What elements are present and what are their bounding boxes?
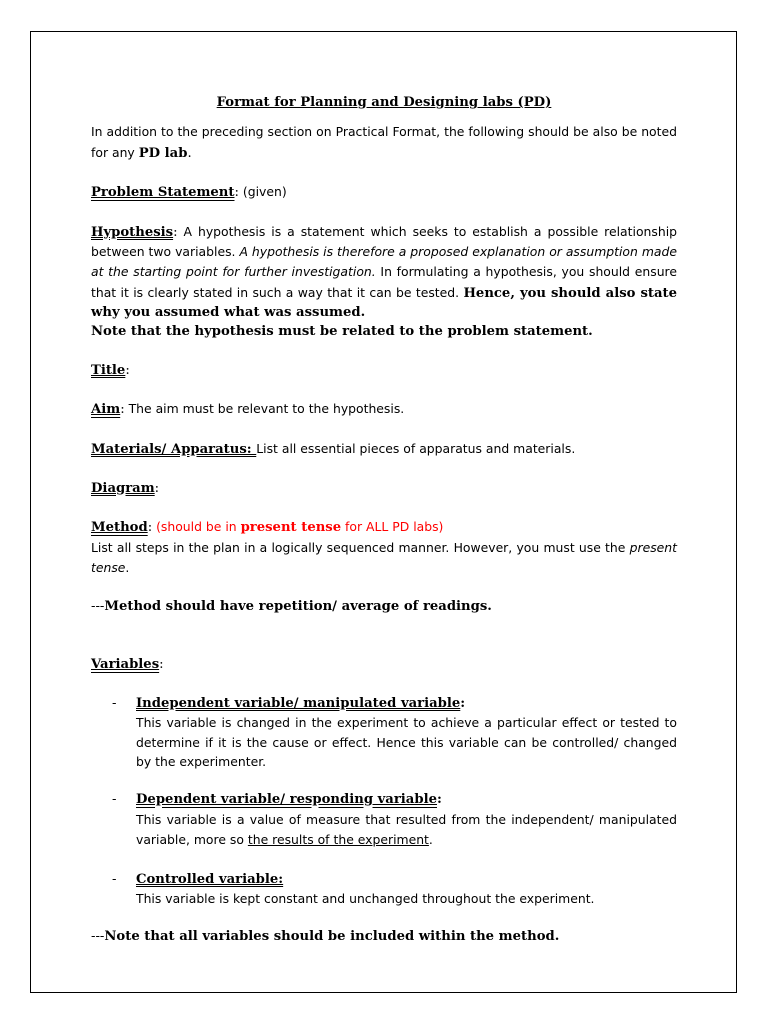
variable-colon: : bbox=[460, 695, 466, 711]
final-note-dashes: --- bbox=[91, 929, 105, 945]
method-red-2: for ALL PD labs) bbox=[341, 519, 444, 535]
method-colon: : bbox=[147, 520, 153, 536]
method-red-1: (should be in bbox=[152, 519, 241, 535]
intro-paragraph bbox=[91, 122, 677, 163]
hypothesis-paragraph bbox=[91, 222, 677, 322]
hypothesis-italic: A hypothesis is therefore a proposed explanation or assumption made at the starting point for further investigation. bbox=[91, 244, 677, 280]
materials-text: List all essential pieces of apparatus and materials. bbox=[256, 441, 576, 457]
problem-text: (given) bbox=[238, 184, 287, 200]
variable-label: Dependent variable/ responding variable bbox=[136, 792, 437, 808]
hypothesis-label: Hypothesis bbox=[91, 224, 174, 240]
list-dash: - bbox=[112, 792, 117, 808]
hypothesis-text-2: In formulating a hypothesis, you should ensure that it is clearly stated in such a way that it can be tested. bbox=[91, 264, 678, 300]
title-label: Title bbox=[91, 362, 126, 378]
intro-end: . bbox=[187, 145, 192, 161]
list-dash: - bbox=[112, 695, 117, 711]
variable-label-line bbox=[136, 694, 677, 713]
problem-statement bbox=[91, 182, 677, 202]
variables-label: Variables bbox=[91, 657, 160, 673]
title-section bbox=[91, 361, 677, 380]
variable-description-underline: the results of the experiment bbox=[247, 831, 429, 847]
variable-description-text: This variable is a value of measure that resulted from the independent/ manipulated variable, more so bbox=[136, 811, 677, 847]
method-heading bbox=[91, 517, 677, 537]
variable-label: Independent variable/ manipulated variable bbox=[136, 695, 461, 711]
variable-description-end: . bbox=[428, 831, 433, 847]
final-note-bold: Note that all variables should be included within the method. bbox=[104, 929, 560, 945]
method-red-bold: present tense bbox=[240, 520, 342, 536]
final-note bbox=[91, 927, 677, 946]
aim-label: Aim bbox=[91, 402, 121, 418]
aim-section bbox=[91, 399, 677, 419]
variable-label-line bbox=[136, 870, 677, 889]
hypothesis-text-1: A hypothesis is a statement which seeks to establish a possible relationship between two variables. bbox=[91, 223, 677, 260]
method-note-dashes: --- bbox=[91, 599, 105, 615]
variable-colon: : bbox=[436, 792, 442, 808]
document-body bbox=[91, 93, 677, 947]
variable-item-controlled bbox=[91, 870, 677, 909]
method-label: Method bbox=[91, 520, 148, 536]
title-colon: : bbox=[125, 362, 130, 378]
variable-label: Controlled variable: bbox=[136, 871, 284, 887]
variables-colon: : bbox=[159, 657, 164, 673]
method-text: List all steps in the plan in a logically sequenced manner. However, you must use the bbox=[91, 539, 630, 555]
diagram-colon: : bbox=[154, 480, 160, 496]
variables-heading bbox=[91, 655, 677, 674]
variable-description: This variable is kept constant and unchanged throughout the experiment. bbox=[136, 890, 595, 906]
problem-colon: : bbox=[234, 185, 239, 201]
diagram-label: Diagram bbox=[91, 480, 155, 496]
intro-bold: PD lab bbox=[138, 145, 188, 161]
variable-description bbox=[136, 810, 677, 851]
aim-colon: : bbox=[120, 402, 125, 418]
method-paragraph bbox=[91, 538, 677, 579]
variable-item-dependent bbox=[91, 790, 677, 850]
method-note-bold: Method should have repetition/ average of readings. bbox=[104, 599, 492, 615]
intro-text: In addition to the preceding section on Practical Format, the following should be also be noted for any bbox=[91, 124, 677, 160]
materials-section bbox=[91, 439, 677, 459]
materials-label: Materials/ Apparatus: bbox=[91, 442, 257, 458]
hypothesis-colon: : bbox=[173, 224, 178, 240]
diagram-section bbox=[91, 479, 677, 498]
method-note bbox=[91, 597, 677, 616]
variable-description: This variable is changed in the experiment to achieve a particular effect or tested to determine if it is the cause or effect. Hence this variable can be controlled/ changed by the experimenter. bbox=[136, 715, 677, 769]
variable-label-line bbox=[136, 790, 677, 809]
aim-text: The aim must be relevant to the hypothesis. bbox=[124, 401, 405, 417]
method-end: . bbox=[125, 559, 130, 575]
variable-item-independent bbox=[91, 694, 677, 771]
method-italic: present tense bbox=[91, 539, 677, 575]
problem-label: Problem Statement bbox=[91, 185, 235, 201]
document-title: Format for Planning and Designing labs (PD) bbox=[216, 95, 552, 110]
hypothesis-bold-1: Hence, you should also state why you assumed what was assumed. bbox=[91, 285, 677, 320]
list-dash: - bbox=[112, 871, 117, 887]
hypothesis-note: Note that the hypothesis must be related to the problem statement. bbox=[91, 324, 593, 340]
